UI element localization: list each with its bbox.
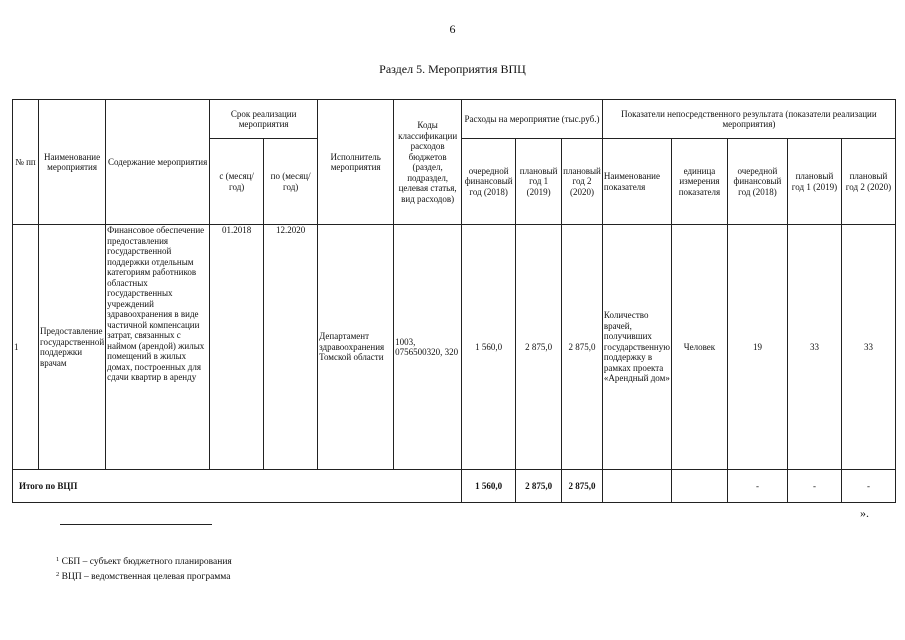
footnote-separator	[60, 524, 212, 525]
header-term-from: с (месяц/ год)	[210, 139, 264, 225]
row-exp-2019: 2 875,0	[516, 225, 562, 470]
footnote-1-mark: 1	[56, 556, 60, 563]
row-exp-2018: 1 560,0	[462, 225, 516, 470]
page-number: 6	[449, 22, 456, 36]
footnote-2-mark: 2	[56, 570, 60, 578]
row-to: 12.2020	[264, 225, 318, 470]
row-ind-2019: 33	[787, 225, 841, 470]
row-content: Финансовое обеспечение предоставления государственной поддержки отдельным категориям работников областных государственных учреждений здравоохранения в виде частичной компенсации затрат, связанных с наймом (арендой) жилых помещений в жилых домах, построенных для сдачи квартир в аренду	[106, 225, 210, 470]
row-from: 01.2018	[210, 225, 264, 470]
total-exp-2020: 2 875,0	[562, 470, 603, 503]
header-exp-plan2: плановый год 2 (2020)	[562, 139, 603, 225]
total-ind-unit	[671, 470, 727, 503]
header-term-to: по (месяц/ год)	[264, 139, 318, 225]
footnote-2	[56, 569, 232, 584]
header-content: Содержание мероприятия	[106, 100, 210, 225]
total-label: Итого по ВЦП	[13, 470, 462, 503]
closing-quote: ».	[860, 506, 869, 520]
footnote-2-text: ВЦП – ведомственная целевая программа	[61, 571, 231, 582]
header-ind-unit: единица измерения показателя	[671, 139, 727, 225]
total-ind-name	[602, 470, 671, 503]
header-exp-plan1: плановый год 1 (2019)	[516, 139, 562, 225]
header-name: Наименование мероприятия	[39, 100, 106, 225]
section-title: Раздел 5. Мероприятия ВПЦ	[379, 62, 526, 76]
row-ind-name: Количество врачей, получивших государственную поддержку в рамках проекта «Арендный дом»	[602, 225, 671, 470]
header-expenses-group: Расходы на мероприятие (тыс.руб.)	[462, 100, 603, 139]
header-ind-plan1: плановый год 1 (2019)	[787, 139, 841, 225]
row-num: 1	[13, 225, 39, 470]
total-row	[13, 470, 896, 503]
row-name: Предоставление государственной поддержки врачам	[39, 225, 106, 470]
header-ind-name: Наименование показателя	[602, 139, 671, 225]
row-exp-2020: 2 875,0	[562, 225, 603, 470]
total-exp-2018: 1 560,0	[462, 470, 516, 503]
total-ind-2019: -	[787, 470, 841, 503]
footnote-1	[56, 554, 232, 569]
table-row	[13, 225, 896, 470]
measures-table	[12, 99, 896, 503]
total-ind-2020: -	[841, 470, 895, 503]
total-ind-2018: -	[727, 470, 787, 503]
header-indicators-group: Показатели непосредственного результата (показатели реализации мероприятия)	[602, 100, 895, 139]
header-executor: Исполнитель мероприятия	[318, 100, 394, 225]
header-term-group: Срок реализации мероприятия	[210, 100, 318, 139]
header-codes: Коды классификации расходов бюджетов (раздел, подраздел, целевая статья, вид расходов)	[394, 100, 462, 225]
footnotes	[56, 554, 232, 583]
total-exp-2019: 2 875,0	[516, 470, 562, 503]
row-executor: Департамент здравоохранения Томской области	[318, 225, 394, 470]
row-ind-unit: Человек	[671, 225, 727, 470]
header-row-1	[13, 100, 896, 139]
header-ind-next: очередной финансовый год (2018)	[727, 139, 787, 225]
row-codes: 1003, 0756500320, 320	[394, 225, 462, 470]
header-ind-plan2: плановый год 2 (2020)	[841, 139, 895, 225]
row-ind-2018: 19	[727, 225, 787, 470]
header-num: № пп	[13, 100, 39, 225]
row-ind-2020: 33	[841, 225, 895, 470]
footnote-1-text: СБП – субъект бюджетного планирования	[61, 557, 232, 567]
header-exp-next: очередной финансовый год (2018)	[462, 139, 516, 225]
